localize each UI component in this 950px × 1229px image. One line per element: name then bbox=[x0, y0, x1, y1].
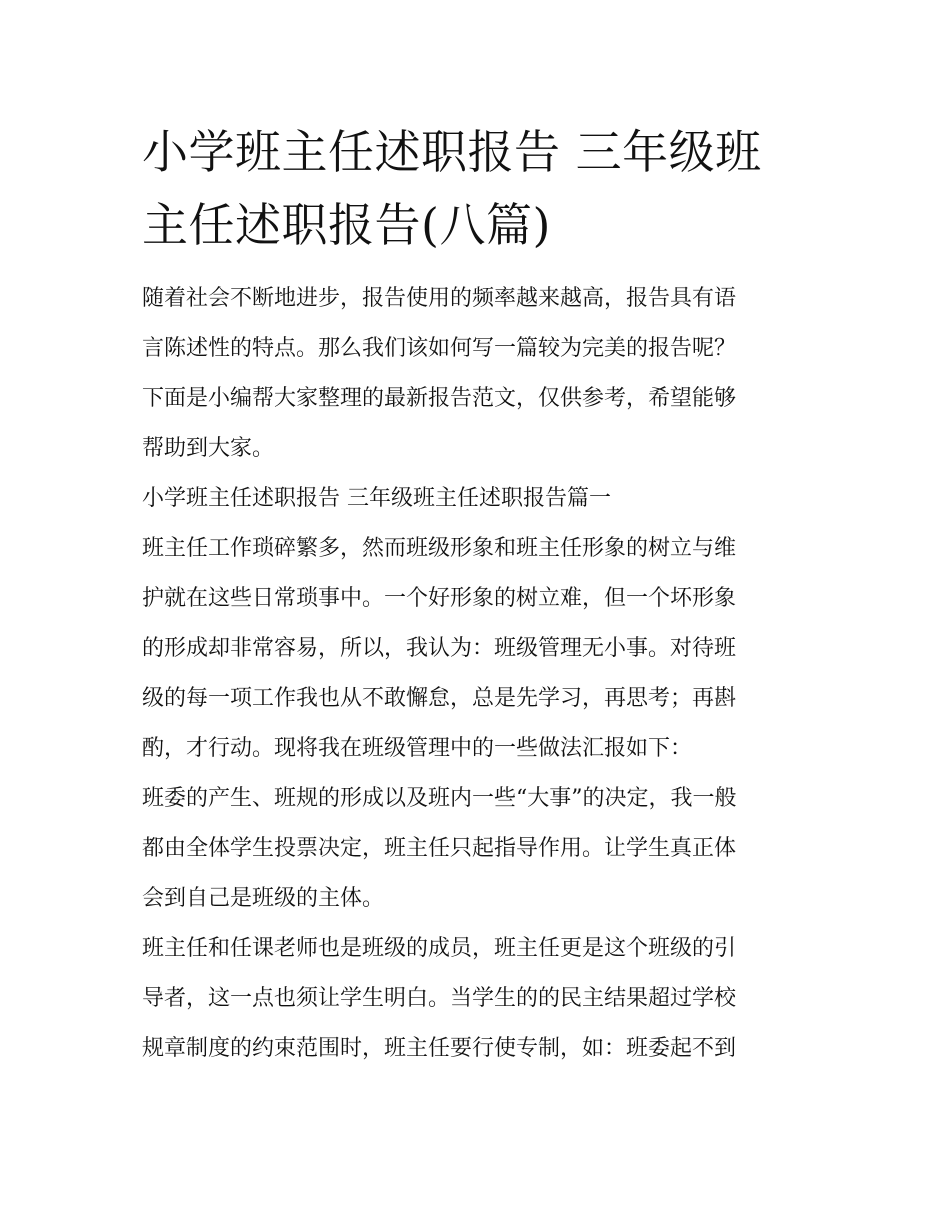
text-line: 言陈述性的特点。那么我们该如何写一篇较为完美的报告呢？ bbox=[142, 336, 737, 361]
text-line: 会到自己是班级的主体。 bbox=[142, 886, 385, 911]
text-line: 的形成却非常容易，所以，我认为：班级管理无小事。对待班 bbox=[142, 636, 737, 661]
body-paragraph bbox=[142, 524, 812, 774]
text-line: 小学班主任述职报告 三年级班主任述职报告篇一 bbox=[142, 486, 611, 511]
text-line: 酌，才行动。现将我在班级管理中的一些做法汇报如下： bbox=[142, 736, 693, 761]
body-paragraph bbox=[142, 924, 812, 1074]
text-line: 级的每一项工作我也从不敢懈怠，总是先学习，再思考；再斟 bbox=[142, 686, 737, 711]
title-line: 小学班主任述职报告 三年级班 bbox=[142, 125, 762, 179]
text-line: 随着社会不断地进步，报告使用的频率越来越高，报告具有语 bbox=[142, 286, 737, 311]
title-line: 主任述职报告(八篇) bbox=[142, 198, 551, 252]
text-line: 班委的产生、班规的形成以及班内一些“大事”的决定，我一般 bbox=[142, 786, 737, 811]
intro-paragraph bbox=[142, 274, 812, 474]
document-page bbox=[142, 116, 812, 1074]
text-line: 规章制度的约束范围时，班主任要行使专制，如：班委起不到 bbox=[142, 1036, 737, 1061]
text-line: 班主任工作琐碎繁多，然而班级形象和班主任形象的树立与维 bbox=[142, 536, 737, 561]
text-line: 导者，这一点也须让学生明白。当学生的的民主结果超过学校 bbox=[142, 986, 737, 1011]
body-paragraph bbox=[142, 774, 812, 924]
text-line: 护就在这些日常琐事中。一个好形象的树立难，但一个坏形象 bbox=[142, 586, 737, 611]
section-heading bbox=[142, 474, 812, 524]
text-line: 帮助到大家。 bbox=[142, 436, 275, 461]
document-title bbox=[142, 116, 812, 262]
text-line: 都由全体学生投票决定，班主任只起指导作用。让学生真正体 bbox=[142, 836, 737, 861]
text-line: 班主任和任课老师也是班级的成员，班主任更是这个班级的引 bbox=[142, 936, 737, 961]
text-line: 下面是小编帮大家整理的最新报告范文，仅供参考，希望能够 bbox=[142, 386, 737, 411]
